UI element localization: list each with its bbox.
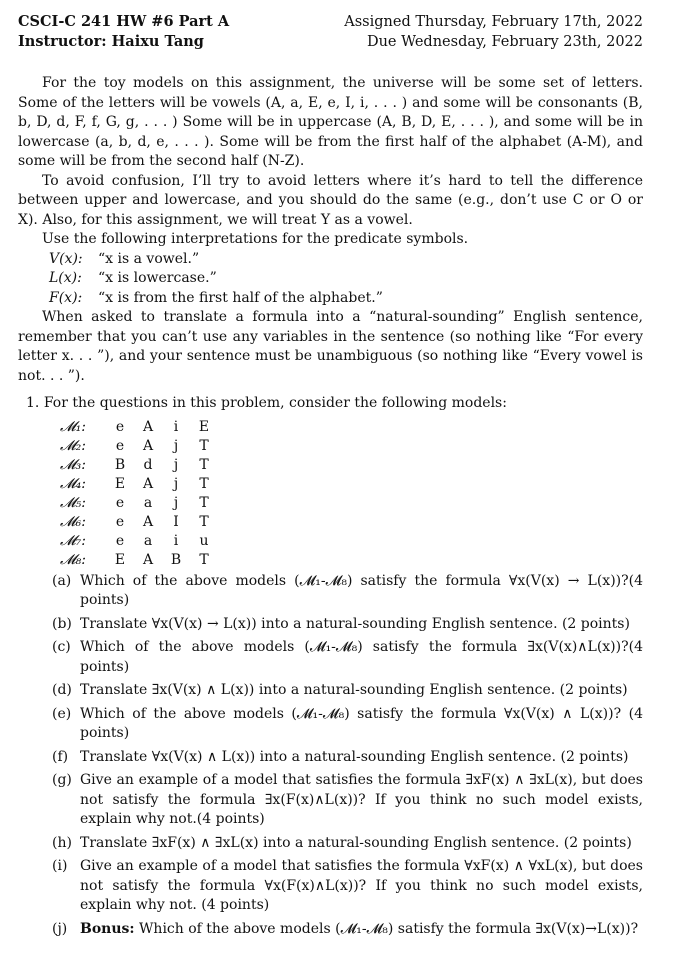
model-letter: a	[143, 532, 153, 549]
due-date: Due Wednesday, February 23th, 2022	[366, 34, 643, 50]
definition-row	[49, 250, 643, 270]
model-name: 𝓜₂:	[60, 437, 87, 454]
question-part-e	[52, 705, 643, 744]
model-letter: I	[173, 513, 179, 530]
model-letter: A	[142, 475, 154, 492]
part-text: Give an example of a model that satisfies the formula ∀xF(x) ∧ ∀xL(x), but does not satisfy the formula ∀x(F(x)∧L(x))? If you think no such model exists, explain why not. (4 points)	[80, 858, 643, 913]
model-letter: A	[142, 437, 154, 454]
model-name: 𝓜₈:	[60, 551, 87, 568]
model-name: 𝓜₇:	[60, 532, 87, 549]
model-letter: i	[173, 418, 179, 435]
question-part-c	[52, 638, 643, 677]
part-label: (a)	[52, 572, 72, 589]
model-letter: A	[142, 551, 154, 568]
model-letter: T	[199, 475, 209, 492]
part-label: (e)	[52, 705, 72, 722]
part-text: Which of the above models (𝓜₁-𝓜₈) satisfy the formula ∃x(V(x)→L(x))?	[139, 920, 639, 937]
part-label: (h)	[52, 834, 72, 851]
model-row	[60, 551, 643, 570]
model-row	[60, 494, 643, 513]
model-name: 𝓜₃:	[60, 456, 87, 473]
part-text: Translate ∃xF(x) ∧ ∃xL(x) into a natural-sounding English sentence. (2 points)	[80, 834, 632, 851]
model-letter: a	[143, 494, 153, 511]
model-row	[60, 475, 643, 494]
model-letter: e	[115, 437, 125, 454]
header-right	[344, 12, 643, 52]
model-letter: d	[143, 456, 153, 473]
model-letter: e	[115, 494, 125, 511]
model-letter: E	[114, 551, 126, 568]
definition-symbol: V(x):	[49, 250, 83, 267]
model-letter: T	[199, 513, 209, 530]
model-letter: B	[114, 456, 126, 473]
model-letter: E	[114, 475, 126, 492]
question-part-j	[52, 920, 643, 940]
definition-symbol: L(x):	[49, 270, 82, 286]
model-letter: j	[173, 456, 179, 473]
question-part-d	[52, 681, 643, 701]
model-name: 𝓜₅:	[60, 494, 87, 511]
definition-meaning: “x is lowercase.”	[98, 270, 217, 286]
assigned-date: Assigned Thursday, February 17th, 2022	[344, 14, 643, 30]
models-table	[60, 418, 643, 570]
model-letter: T	[199, 494, 209, 511]
question-part-h	[52, 834, 643, 854]
intro-paragraph-2: To avoid confusion, I’ll try to avoid letters where it’s hard to tell the difference between upper and lowercase, and you should do the same (e.g., don’t use C or O or X). Also, for this assignment, we will treat Y as a vowel.	[18, 172, 643, 228]
model-letter: A	[142, 418, 154, 435]
definition-meaning: “x is from the first half of the alphabet.”	[98, 289, 383, 306]
model-row	[60, 437, 643, 456]
model-row	[60, 513, 643, 532]
model-letter: B	[170, 551, 182, 568]
model-letter: T	[199, 456, 209, 473]
question-part-a	[52, 572, 643, 611]
course-title: CSCI-C 241 HW #6 Part A	[18, 13, 230, 30]
bonus-label: Bonus:	[80, 920, 135, 937]
model-letter: j	[173, 437, 179, 454]
question-part-g	[52, 771, 643, 830]
model-letter: j	[173, 494, 179, 511]
part-label: (b)	[52, 615, 72, 632]
question-1	[18, 394, 643, 939]
model-name: 𝓜₄:	[60, 475, 87, 492]
model-name: 𝓜₁:	[60, 418, 87, 435]
question-part-b	[52, 615, 643, 635]
part-text: Translate ∀x(V(x) → L(x)) into a natural-sounding English sentence. (2 points)	[80, 615, 630, 632]
model-letter: E	[198, 418, 210, 435]
question-1-lead	[26, 394, 643, 414]
model-name: 𝓜₆:	[60, 513, 87, 530]
predicate-definitions	[49, 250, 643, 309]
definition-meaning: “x is a vowel.”	[98, 250, 200, 267]
document-body	[18, 74, 643, 943]
model-letter: e	[115, 418, 125, 435]
model-letter: T	[199, 437, 209, 454]
question-part-i	[52, 857, 643, 916]
part-text: Which of the above models (𝓜₁-𝓜₈) satisfy the formula ∀x(V(x) → L(x))?(4 points)	[80, 572, 643, 608]
instructor-name: Instructor: Haixu Tang	[18, 33, 204, 50]
model-row	[60, 456, 643, 475]
definition-row	[49, 289, 643, 309]
model-row	[60, 532, 643, 551]
question-number: 1.	[26, 395, 40, 411]
question-lead-text: For the questions in this problem, consider the following models:	[43, 395, 507, 411]
model-letter: i	[173, 532, 179, 549]
model-letter: T	[199, 551, 209, 568]
intro-paragraph-3: Use the following interpretations for the predicate symbols.	[42, 231, 469, 247]
question-part-f	[52, 748, 643, 768]
definition-row	[49, 269, 643, 289]
part-label: (i)	[52, 858, 68, 874]
part-text: Which of the above models (𝓜₁-𝓜₈) satisfy the formula ∀x(V(x) ∧ L(x))? (4 points)	[80, 705, 643, 741]
part-text: Translate ∀x(V(x) ∧ L(x)) into a natural-sounding English sentence. (2 points)	[80, 748, 629, 765]
part-text: Translate ∃x(V(x) ∧ L(x)) into a natural-sounding English sentence. (2 points)	[80, 682, 628, 698]
part-text: Give an example of a model that satisfies the formula ∃xF(x) ∧ ∃xL(x), but does not satisfy the formula ∃x(F(x)∧L(x))? If you think no such model exists, explain why not.(4 points)	[80, 772, 643, 827]
part-label: (c)	[52, 639, 71, 655]
definition-symbol: F(x):	[49, 289, 83, 306]
model-letter: e	[115, 532, 125, 549]
part-label: (f)	[52, 748, 69, 765]
part-text-wrapper	[80, 920, 643, 940]
part-label: (g)	[52, 772, 72, 788]
model-letter: u	[199, 532, 209, 549]
intro-paragraph-1: For the toy models on this assignment, the universe will be some set of letters. Some of the letters will be vowels (A, a, E, e, I, i, . . . ) and some will be consonants (B, b, D, d, F, f, G, g, . . . ) Some will be in uppercase (A, B, D, E, . . . ), and some will be in lowercase (a, b, d, e, . . . ). Some will be from the first half of the alphabet (A-M), and some will be from the second half (N-Z).	[18, 75, 643, 169]
part-text: Which of the above models (𝓜₁-𝓜₈) satisfy the formula ∃x(V(x)∧L(x))?(4 points)	[80, 639, 643, 675]
model-letter: A	[142, 513, 154, 530]
model-row	[60, 418, 643, 437]
part-label: (d)	[52, 682, 72, 698]
model-letter: e	[115, 513, 125, 530]
model-letter: j	[173, 475, 179, 492]
header-left	[18, 12, 229, 52]
part-label: (j)	[52, 920, 68, 937]
intro-paragraph-4: When asked to translate a formula into a “natural-sounding” English sentence, remember that you can’t use any variables in the sentence (so nothing like “For every letter x. . . ”), and your sentence must be unambiguous (so nothing like “Every vowel is not. . . ”).	[18, 309, 643, 384]
question-parts	[52, 572, 643, 940]
